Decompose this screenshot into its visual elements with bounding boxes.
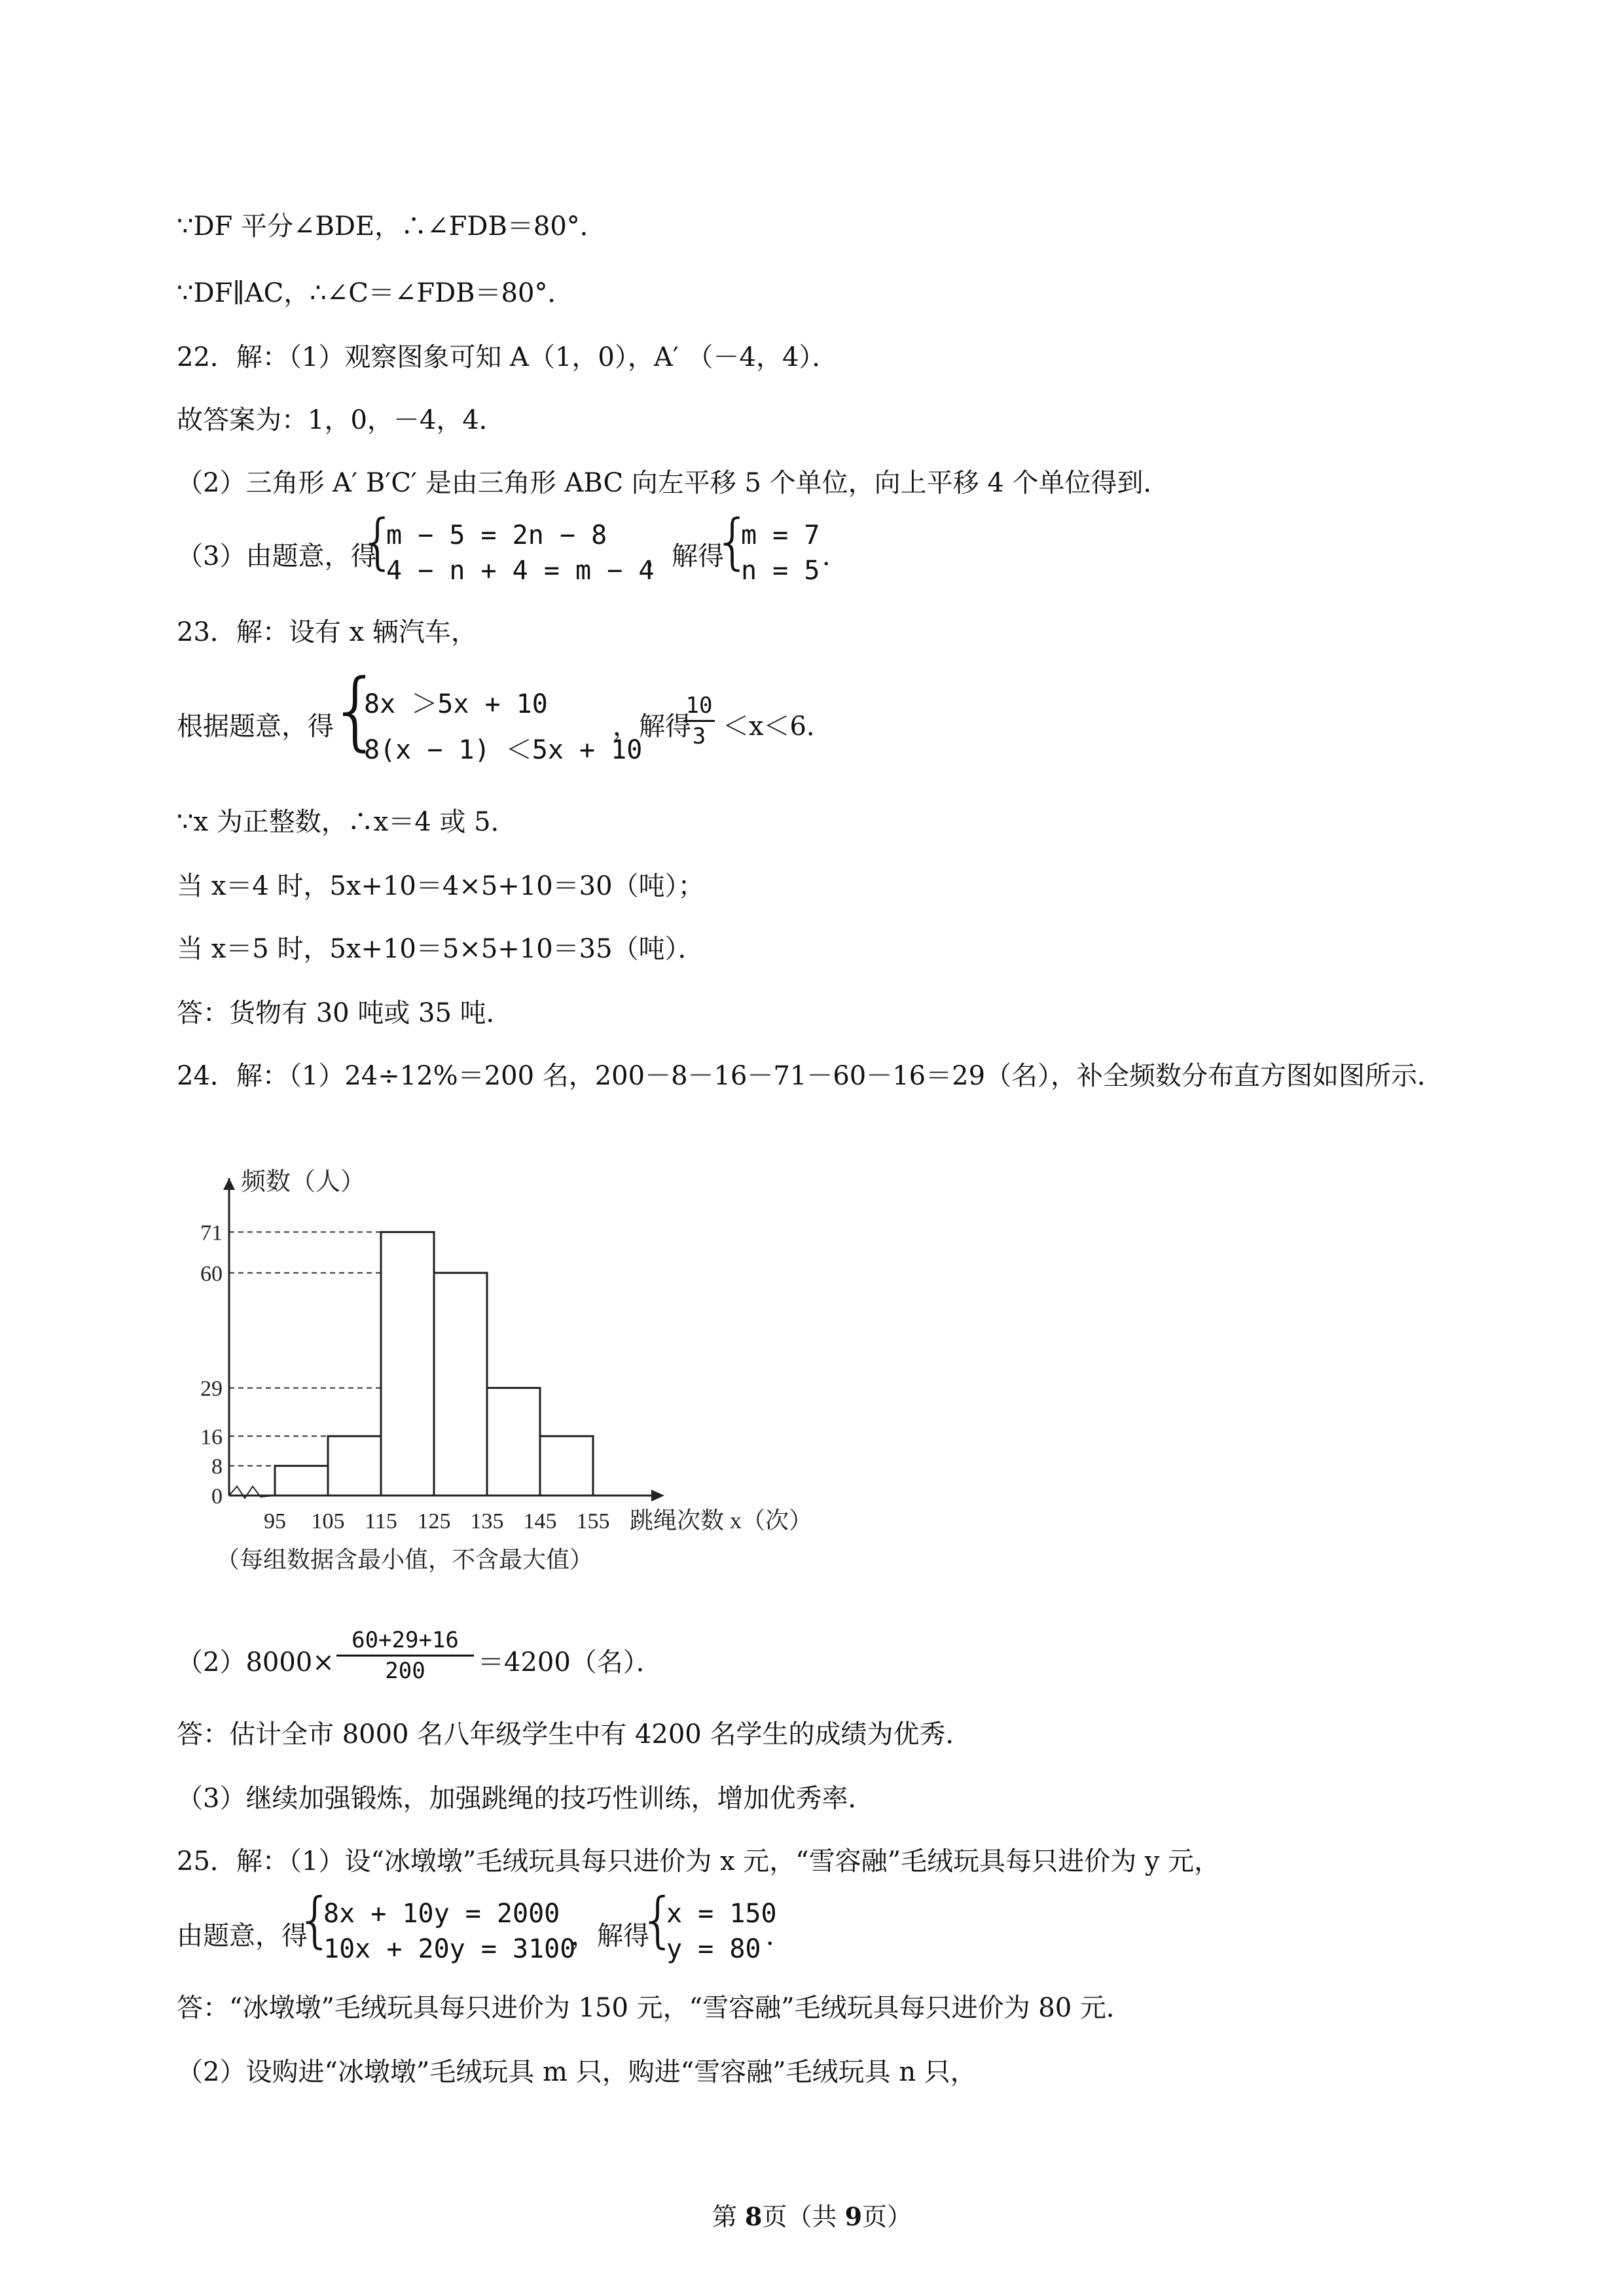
y-tick-label: 60: [200, 1261, 223, 1286]
x-axis-title: 跳绳次数 x（次）: [630, 1507, 813, 1534]
x-tick-label: 105: [311, 1509, 345, 1534]
footer-mid: 页（共: [762, 2202, 845, 2231]
q23-inequality-end: ＜x＜6．: [723, 711, 833, 742]
fraction-denominator: 200: [336, 1655, 474, 1685]
histogram-bar-105–115: [328, 1436, 381, 1496]
brace-left: {: [296, 1885, 334, 1955]
q22-part3-end: ．: [822, 541, 848, 571]
line-q24-part3: （3）继续加强锻炼，加强跳绳的技巧性训练，增加优秀率．: [177, 1784, 875, 1814]
line-q24-answer: 答：估计全市 8000 名八年级学生中有 4200 名学生的成绩为优秀．: [177, 1719, 972, 1749]
q25-system-end: ．: [766, 1921, 792, 1951]
brace-left: {: [639, 1885, 677, 1955]
q23-system-prefix: 根据题意，得: [177, 711, 334, 742]
y-axis-arrow: [223, 1178, 235, 1190]
fraction-numerator: 60+29+16: [352, 1627, 459, 1653]
line-q23-x5: 当 x＝5 时，5x+10＝5×5+10＝35（吨）．: [177, 934, 704, 964]
x-axis-arrow: [651, 1490, 664, 1501]
brace-left: {: [359, 507, 397, 577]
system-1-eq2: 4 − n + 4 = m − 4: [386, 556, 655, 586]
page-footer: [0, 2200, 1624, 2233]
x-tick-label: 135: [470, 1509, 504, 1534]
fraction-denominator: 3: [683, 720, 715, 751]
fraction-10-3: [683, 691, 715, 751]
y-tick-label: 0: [211, 1484, 223, 1509]
line-q25-answer: 答：“冰墩墩”毛绒玩具每只进价为 150 元，“雪容融”毛绒玩具每只进价为 80 元．: [177, 1993, 1132, 2023]
footer-page-number: 8: [745, 2202, 763, 2231]
system-1-sol2: n = 5: [741, 556, 820, 586]
line-q22-part3: [177, 538, 376, 575]
system-4-sol2: y = 80: [666, 1934, 761, 1964]
line-df-bisector: ∵DF 平分∠BDE，∴∠FDB＝80°．: [177, 211, 606, 242]
line-df-parallel: ∵DF∥AC，∴∠C＝∠FDB＝80°．: [177, 278, 574, 308]
system-2-eq2: 8(x − 1) ＜5x + 10: [364, 735, 643, 765]
histogram-bar-135–145: [487, 1388, 540, 1496]
q22-part3-mid: ，解得: [645, 541, 724, 571]
footer-total-pages: 9: [844, 2202, 863, 2231]
line-q23-intro: 23．解：设有 x 辆汽车，: [177, 617, 477, 647]
system-4-eq2: 10x + 20y = 3100: [323, 1934, 576, 1964]
y-tick-label: 71: [200, 1221, 223, 1246]
y-tick-label: 29: [200, 1376, 223, 1401]
line-q25-part2: （2）设购进“冰墩墩”毛绒玩具 m 只，购进“雪容融”毛绒玩具 n 只，: [177, 2057, 977, 2087]
brace-left: {: [713, 507, 752, 577]
q25-system-mid: ，解得: [571, 1921, 649, 1951]
x-tick-label: 115: [365, 1509, 397, 1534]
histogram-bar-115–125: [381, 1232, 434, 1496]
x-tick-label: 155: [576, 1509, 610, 1534]
y-tick-label: 8: [211, 1454, 223, 1479]
q25-system-prefix: 由题意，得: [177, 1921, 308, 1951]
line-q22-part2: （2）三角形 A′ B′C′ 是由三角形 ABC 向左平移 5 个单位，向上平移 4 个单位得到．: [177, 468, 1170, 498]
line-q22-part1: 22．解：（1）观察图象可知 A（1，0），A′ （－4，4）．: [177, 342, 839, 372]
system-1-eq1: m − 5 = 2n − 8: [386, 520, 607, 550]
histogram-bar-125–135: [434, 1273, 487, 1496]
histogram-bar-95–105: [275, 1466, 328, 1496]
histogram-chart: [190, 1126, 818, 1597]
system-2-eq1: 8x ＞5x + 10: [364, 689, 548, 719]
system-4-sol1: x = 150: [666, 1899, 777, 1929]
line-q22-answer: 故答案为：1，0，－4，4．: [177, 405, 505, 435]
x-tick-label: 145: [523, 1509, 557, 1534]
line-q23-answer: 答：货物有 30 吨或 35 吨．: [177, 998, 513, 1028]
line-q23-x4: 当 x＝4 时，5x+10＝4×5+10＝30（吨）；: [177, 871, 704, 901]
histogram-bar-145–155: [540, 1436, 593, 1496]
line-q23-integer: ∵x 为正整数，∴x＝4 或 5．: [177, 807, 517, 837]
x-tick-label: 125: [417, 1509, 451, 1534]
fraction-sum-200: [336, 1626, 474, 1685]
y-tick-label: 16: [200, 1425, 223, 1450]
fraction-numerator: 10: [685, 692, 713, 719]
q24-part2-result: ＝4200（名）．: [478, 1647, 662, 1677]
brace-left: {: [329, 660, 383, 760]
y-axis-title: 频数（人）: [241, 1168, 366, 1196]
system-4-eq1: 8x + 10y = 2000: [323, 1899, 560, 1929]
q24-part2-prefix: （2）8000×: [177, 1647, 334, 1677]
system-1-sol1: m = 7: [741, 520, 820, 550]
chart-note: （每组数据含最小值，不含最大值）: [216, 1547, 594, 1573]
footer-post: 页）: [862, 2202, 912, 2231]
x-tick-label: 95: [264, 1509, 286, 1534]
footer-pre: 第: [712, 2202, 746, 2231]
line-q25-part1: 25．解：（1）设“冰墩墩”毛绒玩具每只进价为 x 元，“雪容融”毛绒玩具每只进价为 y 元，: [177, 1846, 1221, 1876]
q23-system-mid: ，解得: [613, 711, 691, 742]
line-q24-part1: 24．解：（1）24÷12%＝200 名，200－8－16－71－60－16＝29（名），补全频数分布直方图如图所示．: [177, 1061, 1444, 1091]
q22-part3-prefix: （3）由题意，得: [177, 541, 377, 571]
